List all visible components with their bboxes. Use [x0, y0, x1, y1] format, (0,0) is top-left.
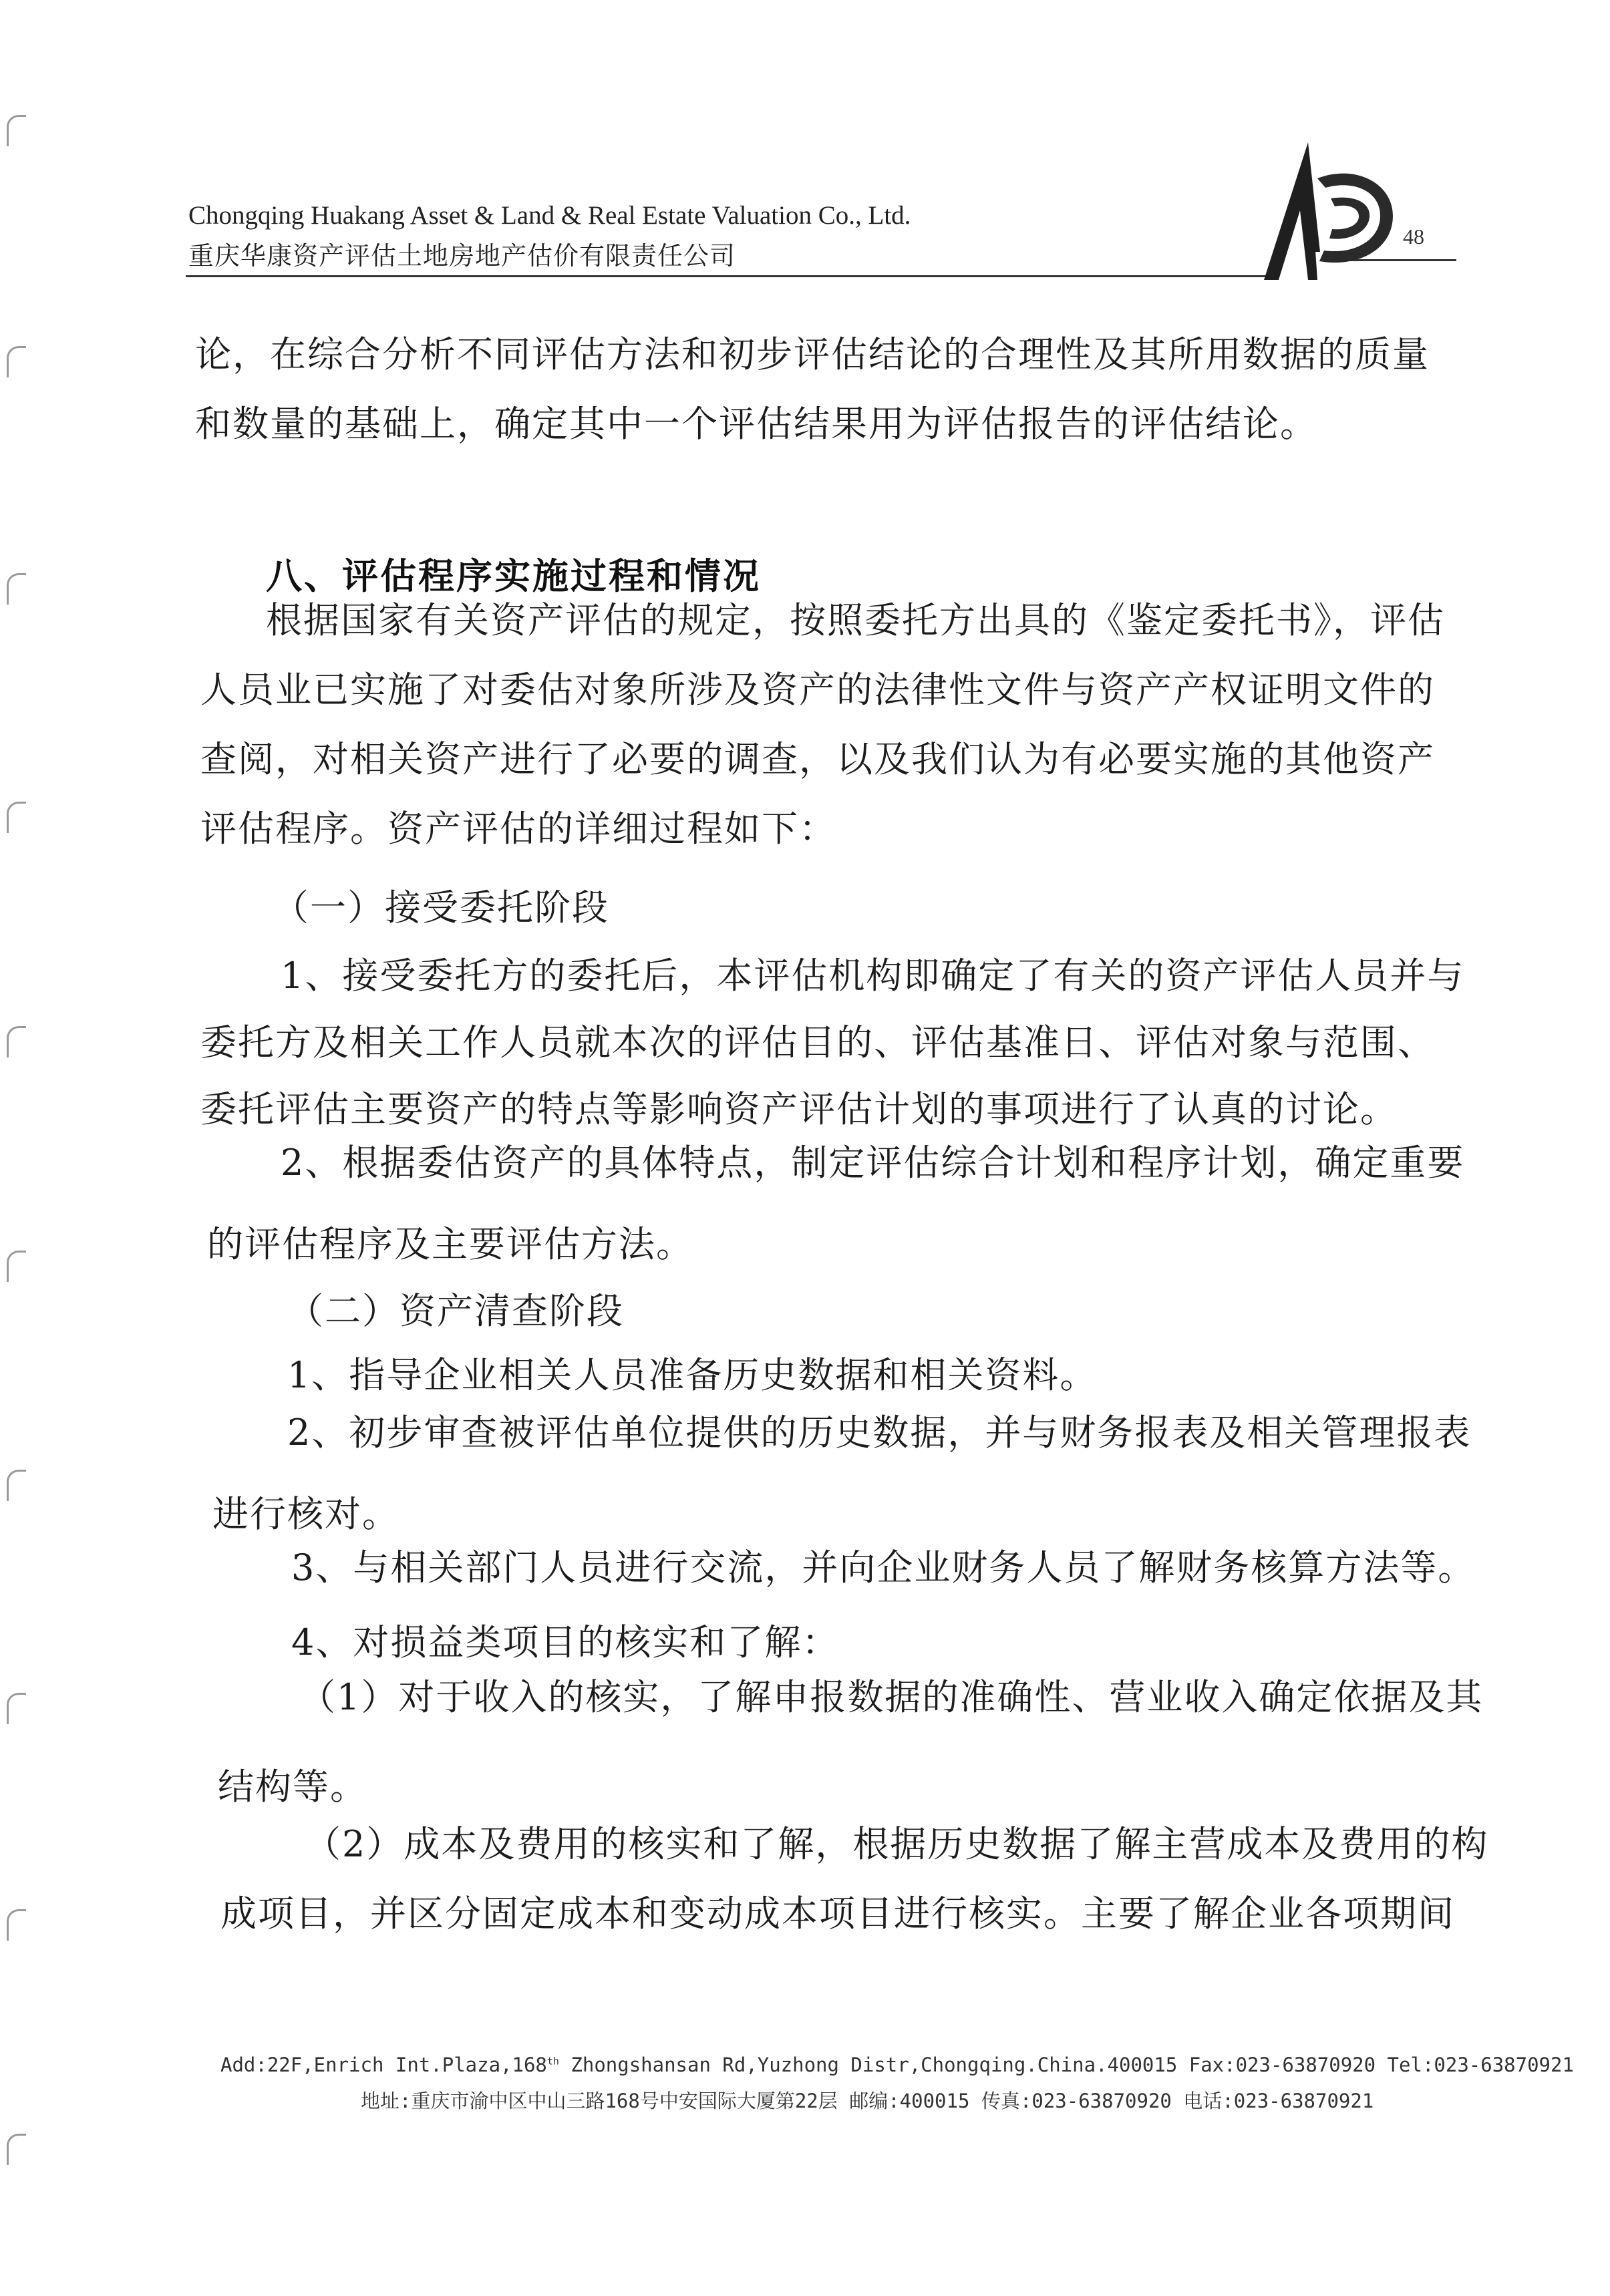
- subsection-title: （二）资产清查阶段: [287, 1290, 624, 1332]
- binding-mark: [7, 1026, 26, 1057]
- paragraph-line: 委托方及相关工作人员就本次的评估目的、评估基准日、评估对象与范围、: [200, 1021, 1435, 1063]
- binding-mark: [7, 802, 26, 833]
- company-logo-icon: [1256, 137, 1396, 284]
- paragraph-line: 评估程序。资产评估的详细过程如下：: [200, 808, 836, 850]
- footer-address-cn: 地址:重庆市渝中区中山三路168号中安国际大厦第22层 邮编:400015 传真:023-63870920 电话:023-63870921: [361, 2090, 1374, 2112]
- binding-mark: [7, 1693, 26, 1724]
- binding-mark: [7, 346, 26, 377]
- paragraph-line: 2、根据委估资产的具体特点，制定评估综合计划和程序计划，确定重要: [281, 1142, 1465, 1184]
- paragraph-line: 查阅，对相关资产进行了必要的调查，以及我们认为有必要实施的其他资产: [200, 738, 1435, 780]
- paragraph-line: 根据国家有关资产评估的规定，按照委托方出具的《鉴定委托书》，评估: [266, 599, 1445, 641]
- paragraph-line: 1、指导企业相关人员准备历史数据和相关资料。: [287, 1354, 1098, 1396]
- binding-mark: [7, 2134, 26, 2165]
- paragraph-line: 人员业已实施了对委估对象所涉及资产的法律性文件与资产产权证明文件的: [200, 669, 1435, 711]
- footer-address-en: [220, 2054, 1574, 2076]
- paragraph-line: 3、与相关部门人员进行交流，并向企业财务人员了解财务核算方法等。: [291, 1546, 1476, 1589]
- paragraph-line: 1、接受委托方的委托后，本评估机构即确定了有关的资产评估人员并与: [281, 955, 1465, 997]
- company-name-cn: 重庆华康资产评估土地房地产估价有限责任公司: [188, 241, 736, 271]
- paragraph-line: 结构等。: [218, 1766, 367, 1808]
- section-title: 八、评估程序实施过程和情况: [266, 554, 761, 597]
- paragraph-line: 和数量的基础上，确定其中一个评估结果用为评估报告的评估结论。: [195, 403, 1317, 445]
- footer-address-en-part: Zhongshansan Rd,Yuzhong Distr,Chongqing.China.400015 Fax:023-63870920 Tel:023-63870921: [558, 2054, 1574, 2076]
- paragraph-line: 2、初步审查被评估单位提供的历史数据，并与财务报表及相关管理报表: [287, 1412, 1472, 1454]
- paragraph-line: 4、对损益类项目的核实和了解：: [291, 1621, 840, 1663]
- binding-mark: [7, 1251, 26, 1282]
- header-rule: [186, 275, 1268, 277]
- binding-mark: [7, 115, 26, 146]
- subsection-title: （一）接受委托阶段: [273, 886, 609, 929]
- company-name-en: Chongqing Huakang Asset & Land & Real Estate Valuation Co., Ltd.: [188, 201, 911, 230]
- binding-mark: [7, 1909, 26, 1941]
- page-number: 48: [1403, 224, 1424, 249]
- paragraph-line: （1）对于收入的核实，了解申报数据的准确性、营业收入确定依据及其: [299, 1676, 1484, 1718]
- paragraph-line: 委托评估主要资产的特点等影响资产评估计划的事项进行了认真的讨论。: [200, 1088, 1398, 1130]
- paragraph-line: （2）成本及费用的核实和了解，根据历史数据了解主营成本及费用的构: [305, 1823, 1489, 1865]
- binding-mark: [7, 573, 26, 605]
- footer-address-en-part: Add:22F,Enrich Int.Plaza,168: [220, 2054, 547, 2076]
- paragraph-line: 成项目，并区分固定成本和变动成本项目进行核实。主要了解企业各项期间: [220, 1893, 1455, 1935]
- paragraph-line: 进行核对。: [212, 1493, 399, 1535]
- paragraph-line: 论，在综合分析不同评估方法和初步评估结论的合理性及其所用数据的质量: [195, 333, 1430, 375]
- binding-mark: [7, 1470, 26, 1501]
- footer-address-en-sup: th: [546, 2055, 559, 2068]
- paragraph-line: 的评估程序及主要评估方法。: [207, 1223, 693, 1265]
